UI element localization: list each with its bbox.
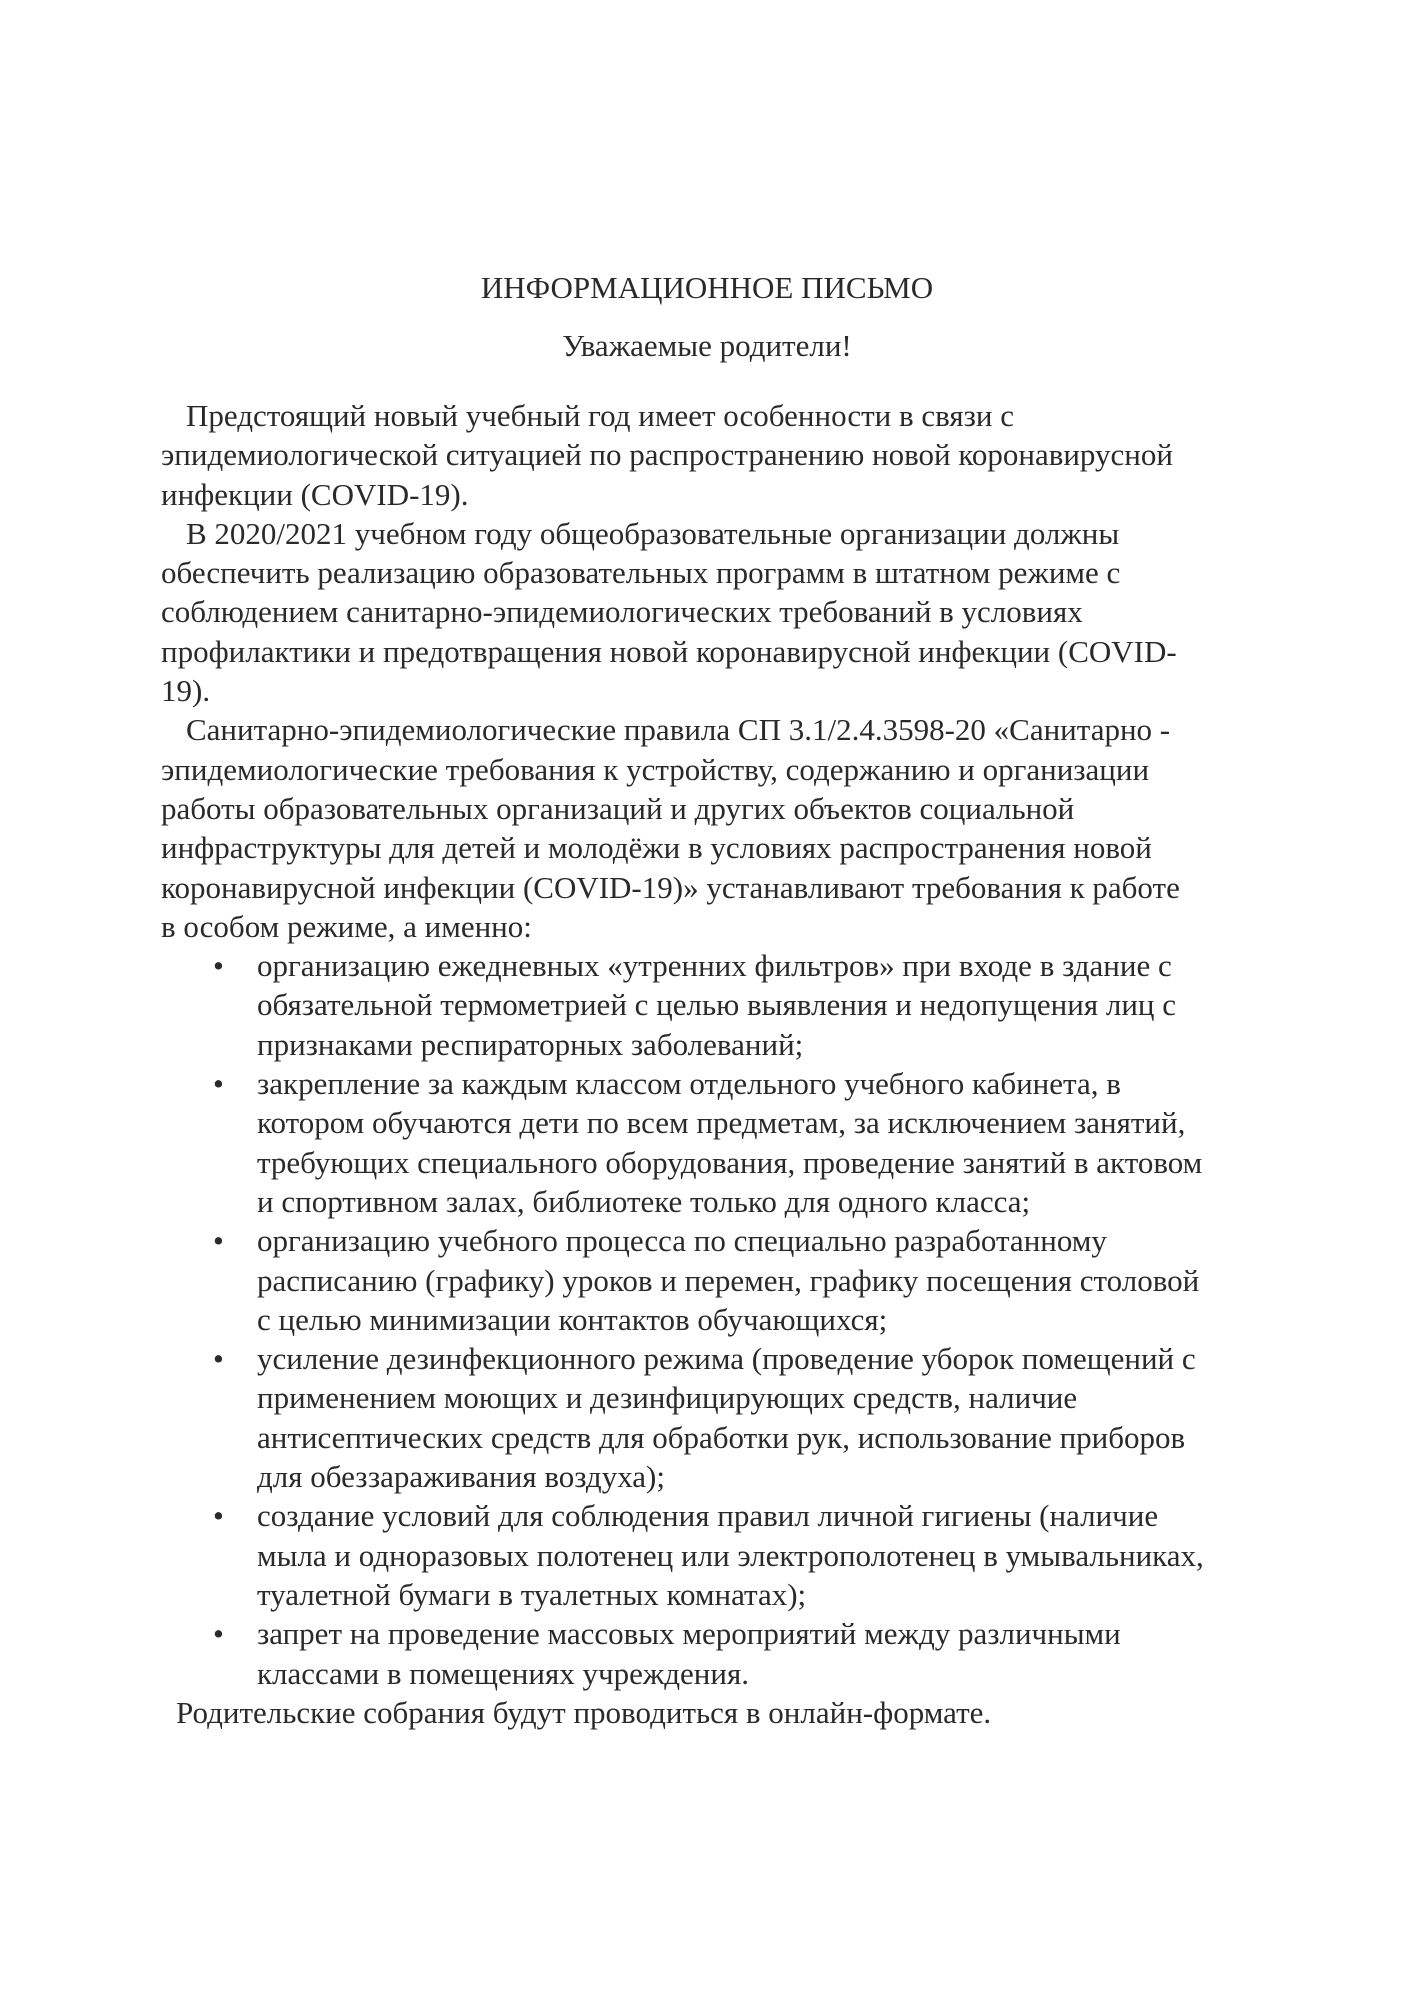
list-item — [161, 1221, 1321, 1339]
paragraph-line: В 2020/2021 учебном году общеобразовательные организации должны — [186, 515, 1120, 551]
list-item-line: применением моющих и дезинфицирующих средств, наличие — [257, 1380, 1078, 1416]
paragraph-line: соблюдением санитарно-эпидемиологических требований в условиях — [161, 594, 1083, 630]
list-item-line: создание условий для соблюдения правил личной гигиены (наличие — [257, 1498, 1159, 1534]
bullet-icon: • — [213, 1616, 224, 1652]
list-item-line: организацию ежедневных «утренних фильтров» при входе в здание с — [257, 948, 1172, 984]
list-item-line: расписанию (графику) уроков и перемен, графику посещения столовой — [257, 1262, 1200, 1298]
bullet-icon: • — [213, 948, 224, 984]
list-item-line: организацию учебного процесса по специально разработанному — [257, 1223, 1107, 1259]
list-item-line: с целью минимизации контактов обучающихся; — [257, 1301, 888, 1337]
paragraph — [161, 710, 1321, 946]
list-item-line: и спортивном залах, библиотеке только для одного класса; — [257, 1183, 1031, 1219]
bullet-icon: • — [213, 1498, 224, 1534]
paragraph-line: инфекции (COVID-19). — [161, 476, 469, 512]
list-item-line: антисептических средств для обработки рук, использование приборов — [257, 1419, 1186, 1455]
list-item-line: мыла и одноразовых полотенец или электрополотенец в умывальниках, — [257, 1537, 1204, 1573]
list-item-line: запрет на проведение массовых мероприятий между различными — [257, 1616, 1121, 1652]
list-item — [161, 1339, 1321, 1496]
bullet-icon: • — [213, 1341, 224, 1377]
list-item-line: для обеззараживания воздуха); — [257, 1459, 665, 1495]
list-item-line: классами в помещениях учреждения. — [257, 1655, 749, 1691]
list-item-line: требующих специального оборудования, проведение занятий в актовом — [257, 1144, 1203, 1180]
list-item — [161, 1614, 1321, 1693]
paragraph-line: инфраструктуры для детей и молодёжи в условиях распространения новой — [161, 830, 1152, 866]
paragraph-line: коронавирусной инфекции (COVID-19)» устанавливают требования к работе — [161, 869, 1180, 905]
bullet-icon: • — [213, 1223, 224, 1259]
bullet-icon: • — [213, 1066, 224, 1102]
list-item-line: закрепление за каждым классом отдельного учебного кабинета, в — [257, 1066, 1121, 1102]
greeting: Уважаемые родители! — [562, 328, 852, 363]
bullet-list — [161, 946, 1321, 1693]
paragraph-line: Санитарно-эпидемиологические правила СП 3.1/2.4.3598-20 «Санитарно - — [186, 712, 1171, 748]
list-item-line: котором обучаются дети по всем предметам, за исключением занятий, — [257, 1105, 1186, 1141]
paragraph-line: профилактики и предотвращения новой коронавирусной инфекции (COVID- — [161, 633, 1177, 669]
paragraph-line: обеспечить реализацию образовательных программ в штатном режиме с — [161, 555, 1121, 591]
list-item-line: усиление дезинфекционного режима (проведение уборок помещений с — [257, 1341, 1196, 1377]
paragraph-line: в особом режиме, а именно: — [161, 908, 532, 944]
paragraph-line: 19). — [161, 673, 211, 709]
paragraph-line: эпидемиологической ситуацией по распространению новой коронавирусной — [161, 437, 1173, 473]
list-item-line: туалетной бумаги в туалетных комнатах); — [257, 1576, 807, 1612]
paragraph-line: работы образовательных организаций и других объектов социальной — [161, 790, 1075, 826]
letter-body — [161, 396, 1321, 1732]
paragraph — [161, 514, 1321, 710]
closing-line: Родительские собрания будут проводиться в онлайн-формате. — [176, 1694, 992, 1730]
list-item — [161, 1496, 1321, 1614]
paragraph-line: Предстоящий новый учебный год имеет особенности в связи с — [186, 398, 1014, 433]
paragraph — [161, 396, 1321, 514]
list-item-line: признаками респираторных заболеваний; — [257, 1026, 804, 1062]
list-item — [161, 1064, 1321, 1221]
list-item — [161, 946, 1321, 1064]
paragraph-line: эпидемиологические требования к устройству, содержанию и организации — [161, 751, 1150, 787]
letter-title: ИНФОРМАЦИОННОЕ ПИСЬМО — [480, 270, 934, 305]
list-item-line: обязательной термометрией с целью выявления и недопущения лиц с — [257, 987, 1177, 1023]
